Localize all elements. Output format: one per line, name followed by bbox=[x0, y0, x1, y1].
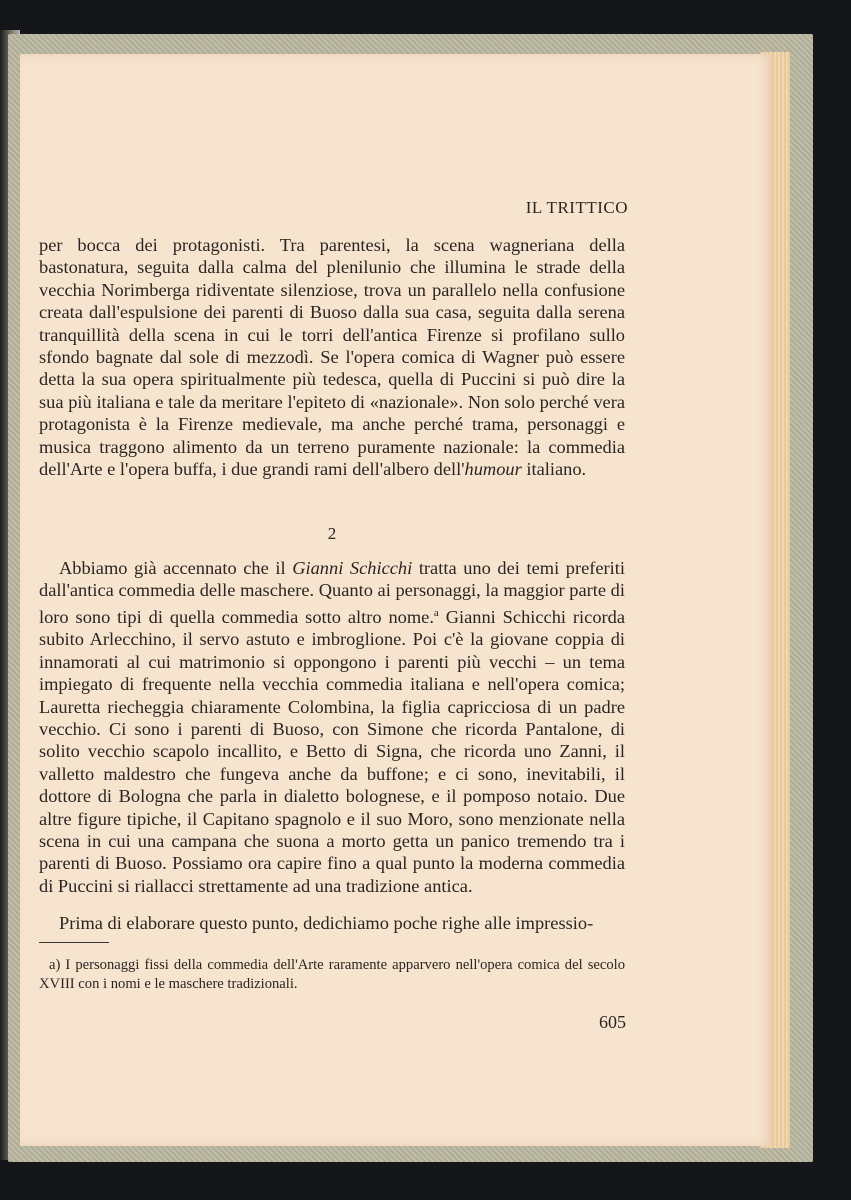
paragraph-2-text-b: tratta uno dei temi preferiti dall'antica commedia delle maschere. Quanto ai personaggi, la maggior parte di loro sono tipi di quella commedia sotto altro nome. bbox=[39, 558, 626, 627]
book-page bbox=[20, 54, 772, 1146]
footnote-divider bbox=[39, 942, 109, 943]
page-number: 605 bbox=[599, 1012, 626, 1032]
running-head: IL TRITTICO bbox=[525, 198, 628, 217]
paragraph-2-italic-title: Gianni Schicchi bbox=[292, 558, 413, 578]
section-number: 2 bbox=[327, 524, 337, 543]
paragraph-2 bbox=[39, 557, 625, 897]
paragraph-1-italic: humour bbox=[464, 459, 522, 480]
footnote bbox=[39, 956, 625, 994]
footnote-reference: a bbox=[433, 606, 439, 619]
paragraph-1-text-a: per bocca dei protagonisti. Tra parentesi, la scena wagneriana della bastonatura, seguita dalla calma del plenilunio che illumina le strade della vecchia Norimberga ridiventate silenziose, trova un parallelo nella confusione creata dall'espulsione dei parenti di Buoso dalla sua casa, seguita dalla serena tranquillità della scena in cui le torri dell'antica Firenze si profilano sullo sfondo bagnate dal sole di mezzodì. Se l'opera comica di Wagner può essere detta la sua opera spiritualmente più tedesca, quella di Puccini si può dire la sua più italiana e tale da meritare l'epiteto di «nazionale». Non solo perché vera protagonista è la Firenze medievale, ma anche perché trama, personaggi e musica traggono alimento da un terreno puramente nazionale: la commedia dell'Arte e l'opera buffa, i due grandi rami dell'albero dell' bbox=[39, 235, 625, 480]
paragraph-3 bbox=[39, 912, 625, 934]
paragraph-2-text-c: Gianni Schicchi ricorda subito Arlecchino, il servo astuto e imbroglione. Poi c'è la giovane coppia di innamorati al cui matrimonio si oppongono i parenti più vecchi – un tema impiegato di frequente nella vecchia commedia italiana e nell'opera comica; Lauretta riecheggia chiaramente Colombina, la figlia capricciosa di un padre vecchio. Ci sono i parenti di Buoso, con Simone che ricorda Pantalone, di solito vecchio scapolo incallito, e Betto di Signa, che ricorda uno Zanni, il valletto maldestro che fungeva anche da buffone; e ci sono, inevitabili, il dottore di Bologna che parla in dialetto bolognese, e il pomposo notaio. Due altre figure tipiche, il Capitano spagnolo e il suo Moro, sono menzionate nella scena in cui una campana che suona a morto getta un panico tremendo tra i parenti di Buoso. Possiamo ora capire fino a qual punto la moderna commedia di Puccini si riallacci strettamente ad una tradizione antica. bbox=[39, 606, 625, 896]
paragraph-3-text: Prima di elaborare questo punto, dedichiamo poche righe alle impressio- bbox=[59, 913, 594, 933]
footnote-text: a) I personaggi fissi della commedia dell'Arte raramente apparvero nell'opera comica del secolo XVIII con i nomi e le maschere tradizionali. bbox=[39, 957, 625, 992]
paragraph-1 bbox=[39, 234, 625, 480]
paragraph-2-text-a: Abbiamo già accennato che il bbox=[59, 558, 293, 578]
paragraph-1-text-b: italiano. bbox=[521, 459, 587, 480]
